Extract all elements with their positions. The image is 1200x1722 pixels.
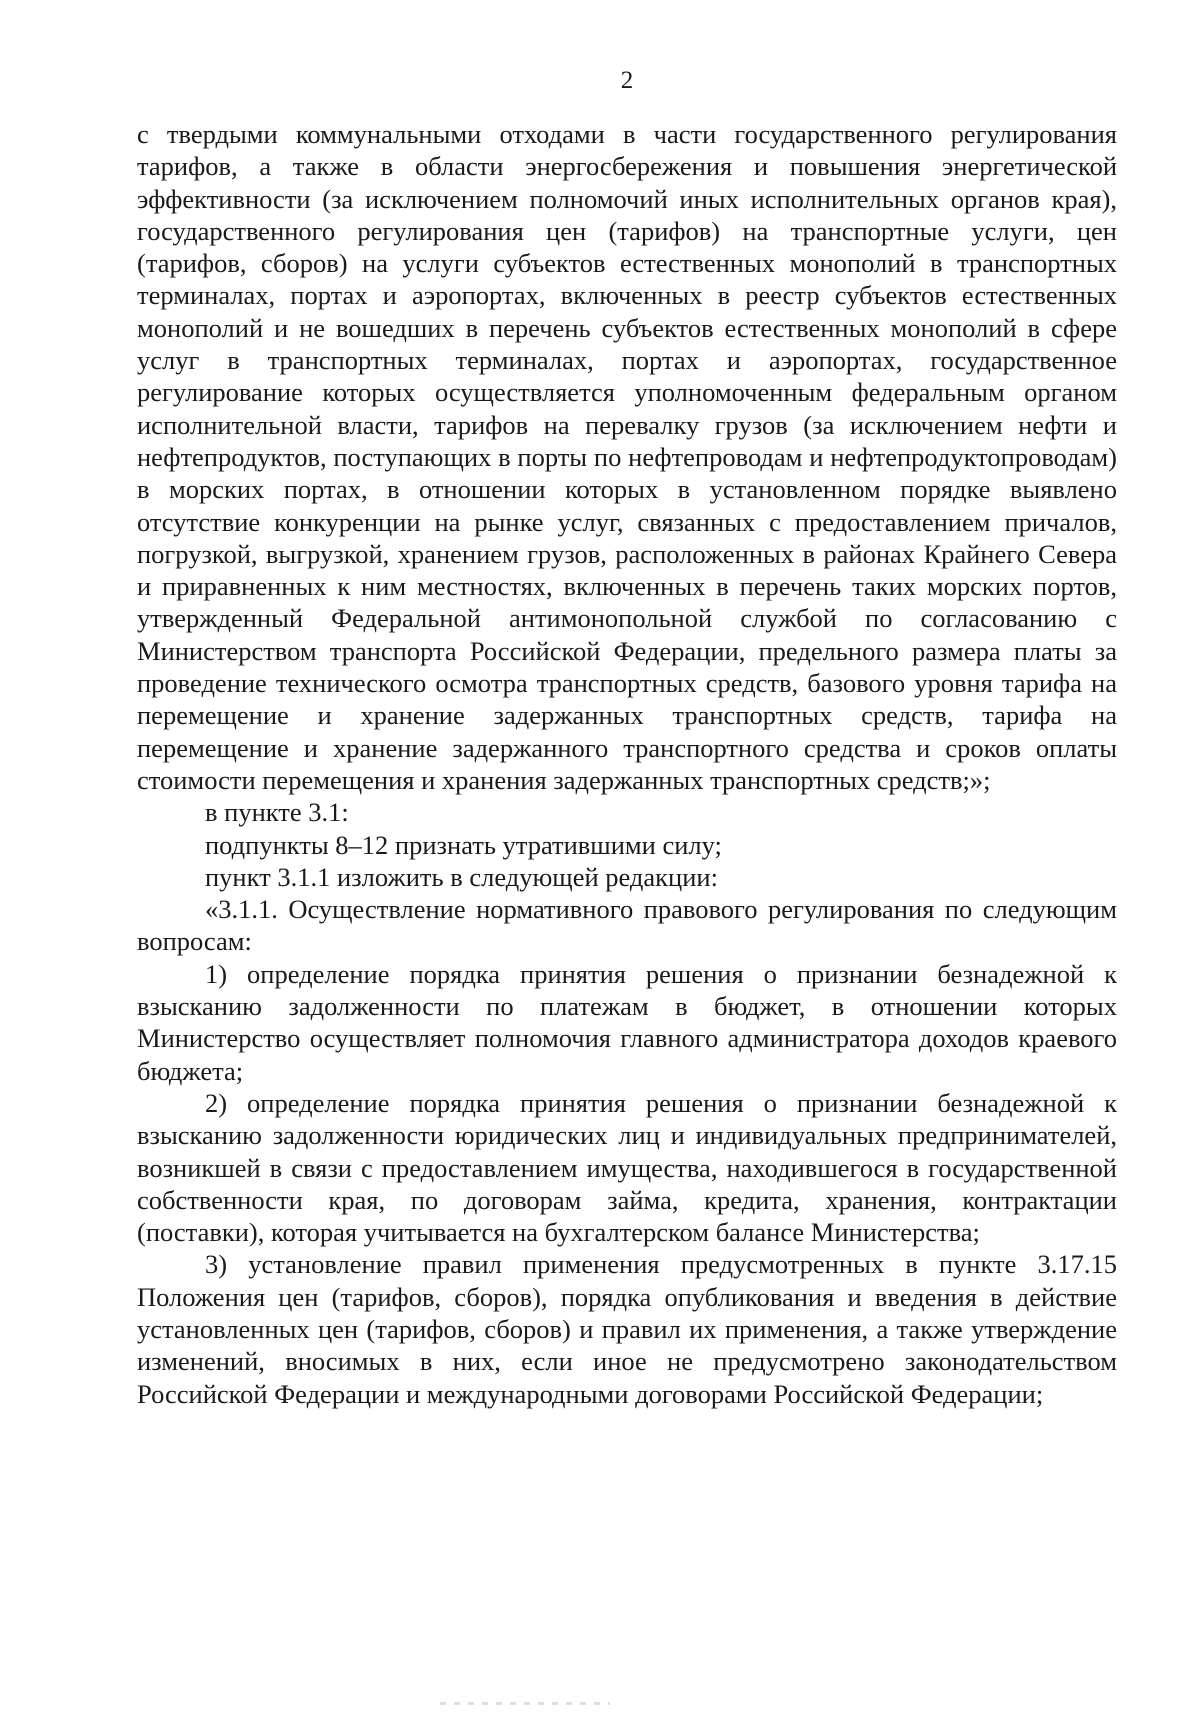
scan-artifact xyxy=(440,1702,610,1705)
document-body xyxy=(137,118,1117,1410)
list-item-2: 2) определение порядка принятия решения о признании безнадежной к взысканию задолженности юридических лиц и индивидуальных предпринимателей, возникшей в связи с предоставлением имущества, находившегося в государственной собственности края, по договорам займа, кредита, хранения, контрактации (поставки), которая учитывается на бухгалтерском балансе Министерства; xyxy=(137,1087,1117,1248)
paragraph-clause-3-1-1: «3.1.1. Осуществление нормативного правового регулирования по следующим вопросам: xyxy=(137,894,1117,957)
page-number: 2 xyxy=(620,67,634,94)
paragraph-continuation: с твердыми коммунальными отходами в части государственного регулирования тарифов, а также в области энергосбережения и повышения энергетической эффективности (за исключением полномочий иных исполнительных органов края), государственного регулирования цен (тарифов) на транспортные услуги, цен (тарифов, сборов) на услуги субъектов естественных монополий в транспортных терминалах, портах и аэропортах, включенных в реестр субъектов естественных монополий и не вошедших в перечень субъектов естественных монополий в сфере услуг в транспортных терминалах, портах и аэропортах, государственное регулирование которых осуществляется уполномоченным федеральным органом исполнительной власти, тарифов на перевалку грузов (за исключением нефти и нефтепродуктов, поступающих в порты по нефтепроводам и нефтепродуктопроводам) в морских портах, в отношении которых в установленном порядке выявлено отсутствие конкуренции на рынке услуг, связанных с предоставлением причалов, погрузкой, выгрузкой, хранением грузов, расположенных в районах Крайнего Севера и приравненных к ним местностях, включенных в перечень таких морских портов, утвержденный Федеральной антимонопольной службой по согласованию с Министерством транспорта Российской Федерации, предельного размера платы за проведение технического осмотра транспортных средств, базового уровня тарифа на перемещение и хранение задержанных транспортных средств, тарифа на перемещение и хранение задержанного транспортного средства и сроков оплаты стоимости перемещения и хранения задержанных транспортных средств;»; xyxy=(137,119,1117,795)
paragraph-subitems-repealed: подпункты 8–12 признать утратившими силу; xyxy=(205,829,722,860)
paragraph-new-wording-intro: пункт 3.1.1 изложить в следующей редакции: xyxy=(205,861,718,892)
list-item-1: 1) определение порядка принятия решения о признании безнадежной к взысканию задолженности по платежам в бюджет, в отношении которых Министерство осуществляет полномочия главного администратора доходов краевого бюджета; xyxy=(137,958,1117,1086)
list-item-3: 3) установление правил применения предусмотренных в пункте 3.17.15 Положения цен (тарифов, сборов), порядка опубликования и введения в действие установленных цен (тарифов, сборов) и правил их применения, а также утверждение изменений, вносимых в них, если иное не предусмотрено законодательством Российской Федерации и международными договорами Российской Федерации; xyxy=(137,1249,1117,1409)
paragraph-amendment-intro: в пункте 3.1: xyxy=(205,797,349,828)
